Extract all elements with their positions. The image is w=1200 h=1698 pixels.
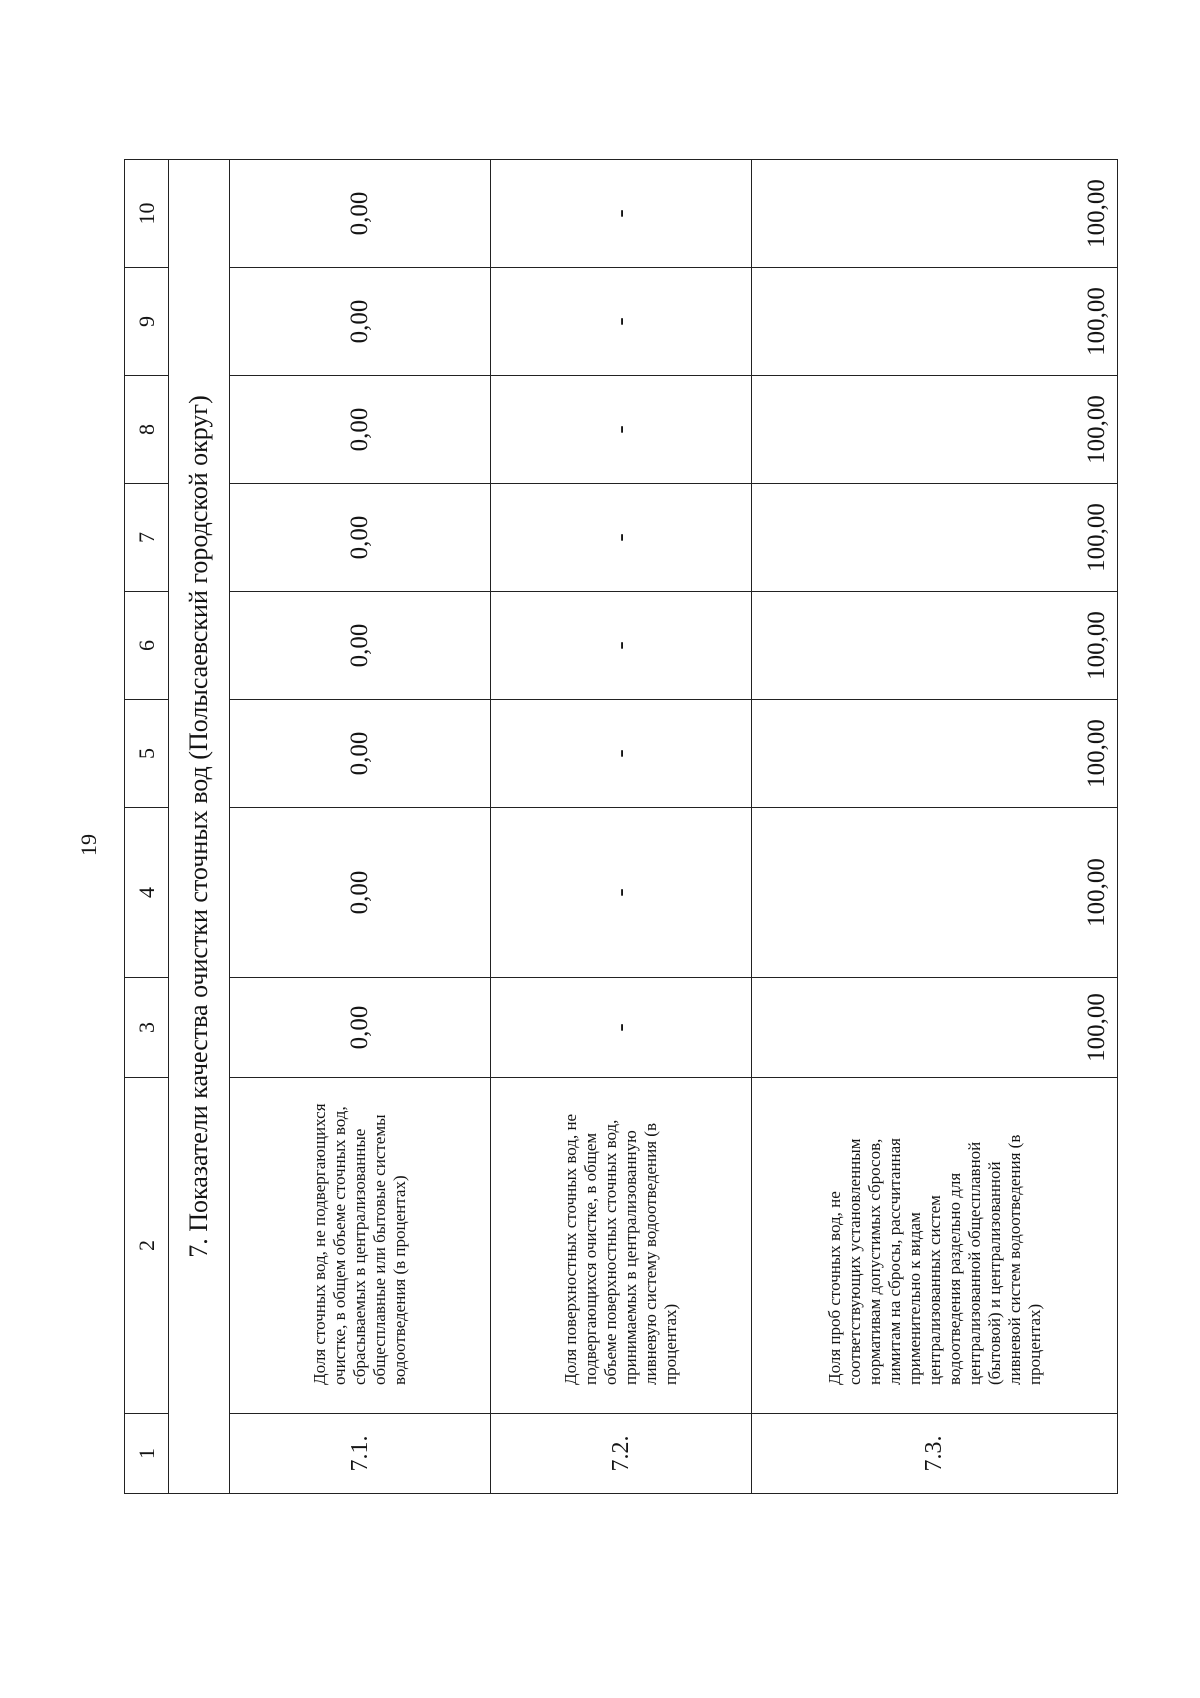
row-description: Доля поверхностных сточных вод, не подвергающихся очистке, в общем объеме поверхностных сточных вод, принимаемых в централизованную ливневую систему водоотведения (в процентах): [491, 1078, 752, 1414]
indicators-table: [124, 159, 1118, 1494]
column-header-8: 8: [125, 376, 169, 484]
row-value-col5: 0,00: [230, 700, 491, 808]
row-number: 7.2.: [491, 1414, 752, 1494]
row-value-col6: 100,00: [752, 592, 1118, 700]
row-value-col9: 0,00: [230, 268, 491, 376]
row-value-col6: -: [491, 592, 752, 700]
column-header-6: 6: [125, 592, 169, 700]
column-header-1: 1: [125, 1414, 169, 1494]
column-header-7: 7: [125, 484, 169, 592]
table-row: [491, 160, 752, 1494]
row-description: Доля сточных вод, не подвергающихся очистке, в общем объеме сточных вод, сбрасываемых в централизованные общесплавные или бытовые системы водоотведения (в процентах): [230, 1078, 491, 1414]
section-title: 7. Показатели качества очистки сточных вод (Полысаевский городской округ): [169, 160, 230, 1494]
section-row: [169, 160, 230, 1494]
row-value-col3: 100,00: [752, 978, 1118, 1078]
row-value-col10: 0,00: [230, 160, 491, 268]
row-value-col6: 0,00: [230, 592, 491, 700]
row-value-col7: 0,00: [230, 484, 491, 592]
column-number-row: [125, 160, 169, 1494]
column-header-4: 4: [125, 808, 169, 978]
row-value-col9: -: [491, 268, 752, 376]
row-value-col8: 100,00: [752, 376, 1118, 484]
page-number: 19: [76, 834, 101, 856]
row-value-col4: 100,00: [752, 808, 1118, 978]
table-row: [752, 160, 1118, 1494]
column-header-2: 2: [125, 1078, 169, 1414]
row-number: 7.1.: [230, 1414, 491, 1494]
column-header-9: 9: [125, 268, 169, 376]
column-header-5: 5: [125, 700, 169, 808]
column-header-3: 3: [125, 978, 169, 1078]
row-description: Доля проб сточных вод, не соответствующих установленным нормативам допустимых сбросов, лимитам на сбросы, рассчитанная применительно к видам централизованных систем водоотведения раздельно для централизованной общесплавной (бытовой) и централизованной ливневой систем водоотведения (в процентах): [752, 1078, 1118, 1414]
column-header-10: 10: [125, 160, 169, 268]
row-value-col4: 0,00: [230, 808, 491, 978]
row-value-col8: 0,00: [230, 376, 491, 484]
table-container: [124, 160, 1110, 1494]
row-value-col7: 100,00: [752, 484, 1118, 592]
row-value-col10: 100,00: [752, 160, 1118, 268]
row-value-col4: -: [491, 808, 752, 978]
row-number: 7.3.: [752, 1414, 1118, 1494]
row-value-col5: 100,00: [752, 700, 1118, 808]
row-value-col3: 0,00: [230, 978, 491, 1078]
row-value-col9: 100,00: [752, 268, 1118, 376]
table-rotated-wrapper: [124, 160, 1110, 1494]
row-value-col5: -: [491, 700, 752, 808]
row-value-col8: -: [491, 376, 752, 484]
row-value-col7: -: [491, 484, 752, 592]
table-row: [230, 160, 491, 1494]
row-value-col3: -: [491, 978, 752, 1078]
row-value-col10: -: [491, 160, 752, 268]
